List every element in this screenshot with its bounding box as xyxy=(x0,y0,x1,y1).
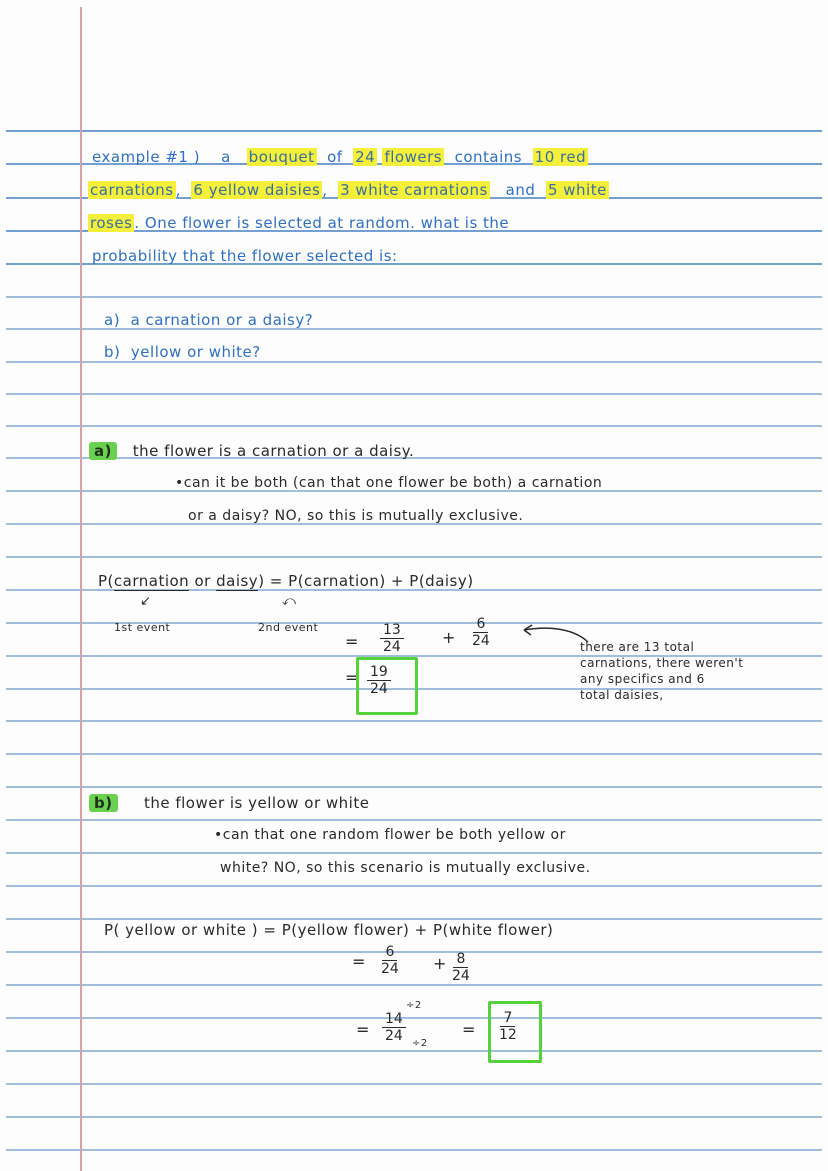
annotation-line: total daisies, xyxy=(580,688,664,702)
ruled-line xyxy=(6,296,822,298)
equals-sign: = xyxy=(462,1020,476,1039)
fraction: $\frac{6}{24}$ xyxy=(472,616,490,649)
equals-sign: = xyxy=(345,668,359,687)
annotation-line: any specifics and 6 xyxy=(580,672,705,686)
ruled-line xyxy=(6,1116,822,1118)
plus-sign: + xyxy=(442,628,456,647)
ruled-line xyxy=(6,951,822,953)
arrow-down-icon: ⤺ xyxy=(282,594,296,609)
problem-line-1: example #1 ) a bouquet of 24 flowers contains 10 red xyxy=(92,148,587,166)
part-b-formula: P( yellow or white ) = P(yellow flower) + P(white flower) xyxy=(104,921,554,939)
part-a-note-2: or a daisy? NO, so this is mutually exclusive. xyxy=(188,508,524,524)
ruled-line xyxy=(6,885,822,887)
ruled-line xyxy=(6,918,822,920)
fraction: $\frac{13}{24}$ xyxy=(380,622,404,656)
ruled-line xyxy=(6,786,822,788)
event2-label: 2nd event xyxy=(258,621,319,634)
ruled-line xyxy=(6,556,822,558)
problem-line-4: probability that the flower selected is: xyxy=(92,247,398,265)
ruled-line xyxy=(6,393,822,395)
equals-sign: = xyxy=(356,1020,370,1039)
annotation-line: there are 13 total xyxy=(580,640,695,654)
fraction: $\frac{6}{24}$ xyxy=(381,944,399,977)
highlight: 6 yellow daisies xyxy=(193,181,321,199)
highlight: carnations xyxy=(90,181,174,199)
arrow-down-icon: ↙ xyxy=(140,594,151,609)
ruled-line xyxy=(6,361,822,363)
problem-line-2: carnations , 6 yellow daisies , 3 white carnations and 5 white xyxy=(90,181,607,199)
highlight: flowers xyxy=(384,148,443,166)
part-b-note-2: white? NO, so this scenario is mutually exclusive. xyxy=(220,860,591,876)
ruled-line xyxy=(6,753,822,755)
ruled-line xyxy=(6,425,822,427)
highlight: roses xyxy=(90,214,133,232)
ruled-line xyxy=(6,984,822,986)
question-b: b) yellow or white? xyxy=(104,343,261,361)
event2-underline: daisy xyxy=(216,572,259,590)
part-a-heading: a) the flower is a carnation or a daisy. xyxy=(89,442,414,460)
answer-fraction: $\frac{19}{24}$ xyxy=(367,664,391,698)
part-a-formula: P(carnation or daisy) = P(carnation) + P(daisy) xyxy=(98,572,474,590)
annotation-line: carnations, there weren't xyxy=(580,656,744,670)
ruled-line xyxy=(6,1050,822,1052)
highlight: 5 white xyxy=(547,181,607,199)
ruled-line xyxy=(6,1083,822,1085)
ruled-line xyxy=(6,819,822,821)
fraction: $\frac{14}{24}$ xyxy=(382,1011,406,1045)
ruled-line xyxy=(6,720,822,722)
question-a: a) a carnation or a daisy? xyxy=(104,311,314,329)
part-a-note-1: •can it be both (can that one flower be both) a carnation xyxy=(175,475,603,491)
margin-line xyxy=(80,7,82,1171)
equals-sign: = xyxy=(345,632,359,651)
ruled-line xyxy=(6,130,822,132)
divide-note: ÷2 xyxy=(412,1038,428,1049)
event1-underline: carnation xyxy=(113,572,190,590)
highlight: 24 xyxy=(355,148,376,166)
ruled-line xyxy=(6,852,822,854)
part-b-heading: b) the flower is yellow or white xyxy=(89,794,369,812)
highlight: 10 red xyxy=(534,148,587,166)
answer-fraction: $\frac{7}{12}$ xyxy=(499,1010,517,1043)
ruled-line xyxy=(6,1017,822,1019)
equals-sign: = xyxy=(352,952,366,971)
highlight: 3 white carnations xyxy=(340,181,488,199)
ruled-line xyxy=(6,1149,822,1151)
part-a-tag: a) xyxy=(89,442,117,460)
highlight: bouquet xyxy=(248,148,315,166)
plus-sign: + xyxy=(433,954,447,973)
problem-line-3: roses . One flower is selected at random. what is the xyxy=(90,214,510,232)
event1-label: 1st event xyxy=(114,621,171,634)
part-b-tag: b) xyxy=(89,794,118,812)
divide-note: ÷2 xyxy=(406,1000,422,1011)
fraction: $\frac{8}{24}$ xyxy=(452,951,470,984)
example-label: example #1 ) xyxy=(92,148,201,166)
part-b-note-1: •can that one random flower be both yellow or xyxy=(214,827,566,843)
